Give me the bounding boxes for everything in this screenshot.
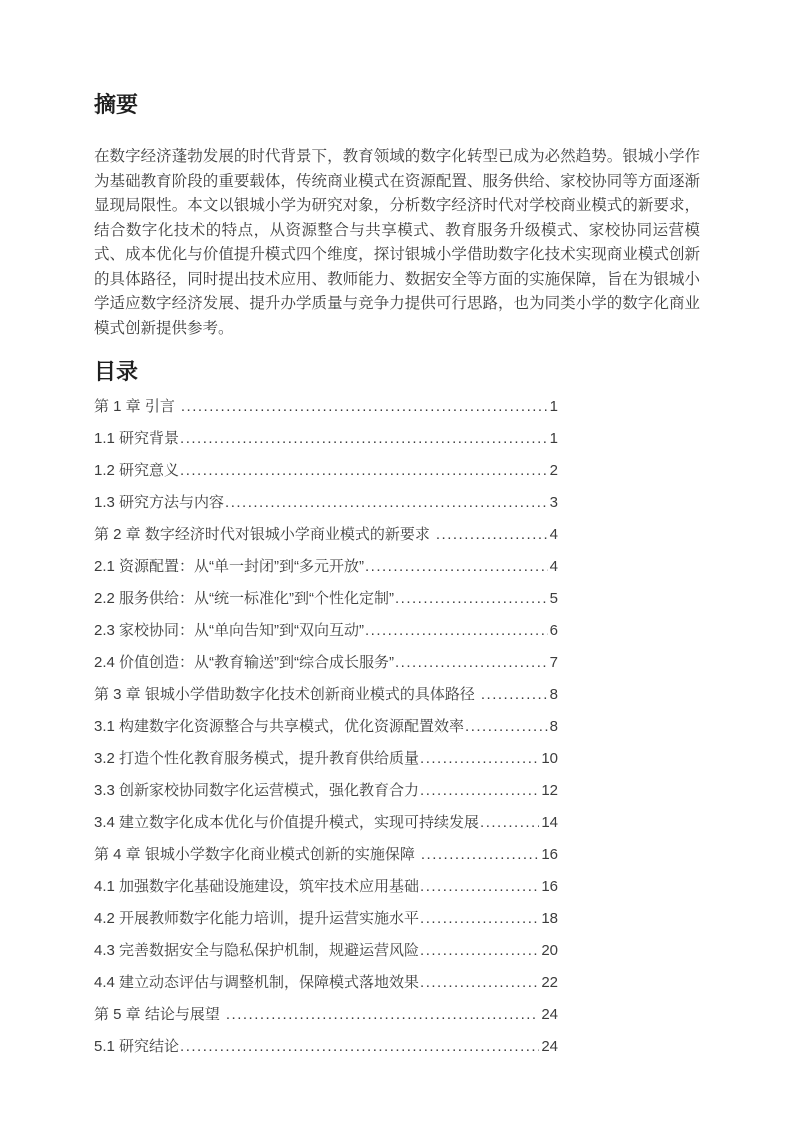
toc-entry <box>94 781 558 801</box>
toc-entry-label: 3.4 建立数字化成本优化与价值提升模式，实现可持续发展 <box>94 814 480 831</box>
toc-dot-leader <box>420 973 539 993</box>
toc-entry <box>94 877 558 897</box>
toc-entry <box>94 845 558 865</box>
toc-entry-label: 4.3 完善数据安全与隐私保护机制，规避运营风险 <box>94 942 420 959</box>
toc-entry-page-number: 1 <box>549 430 558 447</box>
toc-entry-page-number: 20 <box>541 942 558 959</box>
toc-entry <box>94 909 558 929</box>
toc-entry-page-number: 3 <box>549 494 558 511</box>
toc-entry-label: 4.2 开展教师数字化能力培训，提升运营实施水平 <box>94 910 420 927</box>
toc-dot-leader <box>421 845 539 865</box>
toc-dot-leader <box>465 717 548 737</box>
toc-dot-leader <box>420 781 539 801</box>
toc-dot-leader <box>436 525 548 545</box>
toc-entry-page-number: 2 <box>549 462 558 479</box>
toc-entry-page-number: 6 <box>549 622 558 639</box>
toc-entry-page-number: 12 <box>541 782 558 799</box>
toc-dot-leader <box>181 397 548 417</box>
toc-entry-label: 3.1 构建数字化资源整合与共享模式，优化资源配置效率 <box>94 718 465 735</box>
toc-dot-leader <box>481 685 548 705</box>
toc-entry-label: 2.2 服务供给：从“统一标准化”到“个性化定制” <box>94 590 395 607</box>
toc-entry <box>94 813 558 833</box>
toc-entry <box>94 397 558 417</box>
toc-entry-label: 第 5 章 结论与展望 <box>94 1006 220 1023</box>
toc-entry <box>94 941 558 961</box>
toc-entry-page-number: 7 <box>549 654 558 671</box>
toc-entry-label: 第 2 章 数字经济时代对银城小学商业模式的新要求 <box>94 526 430 543</box>
toc-dot-leader <box>225 493 548 513</box>
toc-dot-leader <box>480 813 539 833</box>
toc-entry-label: 1.3 研究方法与内容 <box>94 494 225 511</box>
toc-entry-page-number: 16 <box>541 878 558 895</box>
toc-entry-label: 2.1 资源配置：从“单一封闭”到“多元开放” <box>94 558 365 575</box>
toc-dot-leader <box>180 1037 539 1057</box>
toc-entry-page-number: 4 <box>549 558 558 575</box>
toc-entry-label: 3.2 打造个性化教育服务模式，提升教育供给质量 <box>94 750 420 767</box>
toc-entry <box>94 1005 558 1025</box>
toc-entry-label: 第 3 章 银城小学借助数字化技术创新商业模式的具体路径 <box>94 686 475 703</box>
toc-entry <box>94 653 558 673</box>
toc-entry-page-number: 18 <box>541 910 558 927</box>
toc-entry-label: 第 4 章 银城小学数字化商业模式创新的实施保障 <box>94 846 415 863</box>
toc-entry-page-number: 8 <box>549 718 558 735</box>
toc-entry <box>94 493 558 513</box>
toc-entry-page-number: 16 <box>541 846 558 863</box>
toc-entry-page-number: 10 <box>541 750 558 767</box>
toc-entry-label: 1.2 研究意义 <box>94 462 180 479</box>
abstract-heading: 摘要 <box>94 92 139 117</box>
toc-entry-label: 3.3 创新家校协同数字化运营模式，强化教育合力 <box>94 782 420 799</box>
toc-dot-leader <box>420 877 539 897</box>
toc-entry <box>94 717 558 737</box>
toc-entry <box>94 589 558 609</box>
toc-entry-label: 4.4 建立动态评估与调整机制，保障模式落地效果 <box>94 974 420 991</box>
toc-dot-leader <box>420 749 539 769</box>
toc-entry-label: 5.1 研究结论 <box>94 1038 180 1055</box>
toc-heading: 目录 <box>94 359 139 384</box>
toc-dot-leader <box>420 909 539 929</box>
toc-entry-page-number: 8 <box>549 686 558 703</box>
toc-entry-page-number: 22 <box>541 974 558 991</box>
toc-dot-leader <box>180 461 548 481</box>
toc-entry-label: 2.3 家校协同：从“单向告知”到“双向互动” <box>94 622 365 639</box>
table-of-contents <box>94 397 558 1057</box>
toc-dot-leader <box>226 1005 539 1025</box>
abstract-paragraph: 在数字经济蓬勃发展的时代背景下，教育领域的数字化转型已成为必然趋势。银城小学作为基础教育阶段的重要载体，传统商业模式在资源配置、服务供给、家校协同等方面逐渐显现局限性。本文以银城小学为研究对象，分析数字经济时代对学校商业模式的新要求，结合数字化技术的特点，从资源整合与共享模式、教育服务升级模式、家校协同运营模式、成本优化与价值提升模式四个维度，探讨银城小学借助数字化技术实现商业模式创新的具体路径，同时提出技术应用、教师能力、数据安全等方面的实施保障，旨在为银城小学适应数字经济发展、提升办学质量与竞争力提供可行思路，也为同类小学的数字化商业模式创新提供参考。 <box>94 148 700 337</box>
toc-entry <box>94 973 558 993</box>
toc-entry <box>94 429 558 449</box>
toc-dot-leader <box>365 557 548 577</box>
toc-dot-leader <box>420 941 539 961</box>
toc-dot-leader <box>180 429 548 449</box>
toc-dot-leader <box>395 653 548 673</box>
toc-entry <box>94 749 558 769</box>
toc-entry <box>94 1037 558 1057</box>
toc-entry-page-number: 24 <box>541 1006 558 1023</box>
toc-entry-page-number: 4 <box>549 526 558 543</box>
toc-entry <box>94 525 558 545</box>
toc-entry-label: 2.4 价值创造：从“教育输送”到“综合成长服务” <box>94 654 395 671</box>
toc-entry-page-number: 1 <box>549 398 558 415</box>
toc-entry <box>94 557 558 577</box>
toc-entry <box>94 685 558 705</box>
toc-dot-leader <box>395 589 548 609</box>
toc-entry-label: 第 1 章 引言 <box>94 398 175 415</box>
toc-entry <box>94 621 558 641</box>
toc-entry-label: 4.1 加强数字化基础设施建设，筑牢技术应用基础 <box>94 878 420 895</box>
toc-entry-page-number: 5 <box>549 590 558 607</box>
toc-entry-label: 1.1 研究背景 <box>94 430 180 447</box>
toc-entry-page-number: 24 <box>541 1038 558 1055</box>
toc-entry <box>94 461 558 481</box>
toc-dot-leader <box>365 621 548 641</box>
toc-entry-page-number: 14 <box>541 814 558 831</box>
